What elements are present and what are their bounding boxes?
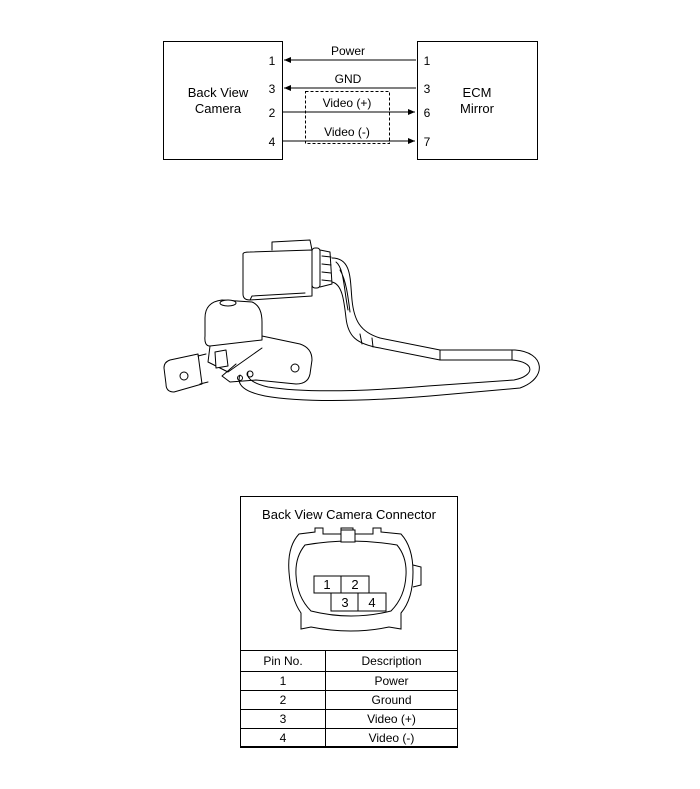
table-row xyxy=(241,729,458,748)
camera-pin-video-minus: 4 xyxy=(268,135,276,149)
pin-description: Video (-) xyxy=(326,729,458,748)
ecm-box-label-1: ECM xyxy=(462,85,492,100)
camera-box-label-1: Back View xyxy=(187,85,249,100)
gnd-label: GND xyxy=(334,72,362,86)
ecm-pin-gnd: 3 xyxy=(423,82,431,96)
camera-head xyxy=(205,300,262,372)
pin-table-header xyxy=(241,651,458,672)
video-plus-label: Video (+) xyxy=(322,96,372,110)
cavity-4: 4 xyxy=(368,595,376,610)
camera-box-label-2: Camera xyxy=(194,101,242,116)
pin-number: 4 xyxy=(241,729,326,748)
cavity-3: 3 xyxy=(341,595,349,610)
connector-face-drawing xyxy=(241,517,459,647)
pin-description: Ground xyxy=(326,691,458,710)
video-minus-label: Video (-) xyxy=(324,125,370,139)
table-row xyxy=(241,672,458,691)
ecm-box-label-2: Mirror xyxy=(460,101,494,116)
pin-number: 3 xyxy=(241,710,326,729)
pin-description: Power xyxy=(326,672,458,691)
connector-panel xyxy=(240,496,458,747)
cavity-2: 2 xyxy=(351,577,359,592)
table-row xyxy=(241,710,458,729)
table-row xyxy=(241,691,458,710)
pin-number: 1 xyxy=(241,672,326,691)
camera-pin-power: 1 xyxy=(268,54,276,68)
pin-number: 2 xyxy=(241,691,326,710)
camera-pin-video-plus: 2 xyxy=(268,106,276,120)
mounting-bracket xyxy=(164,336,312,392)
description-header: Description xyxy=(326,651,458,672)
pin-no-header: Pin No. xyxy=(241,651,326,672)
ecm-pin-video-minus: 7 xyxy=(423,135,431,149)
ecm-pin-video-plus: 6 xyxy=(423,106,431,120)
connector-title: Back View Camera Connector xyxy=(262,507,436,522)
pin-table xyxy=(240,650,458,748)
camera-pin-gnd: 3 xyxy=(268,82,276,96)
cavity-1: 1 xyxy=(323,577,331,592)
ecm-pin-power: 1 xyxy=(423,54,431,68)
pin-description: Video (+) xyxy=(326,710,458,729)
harness-connector xyxy=(243,240,332,300)
power-label: Power xyxy=(330,44,366,58)
